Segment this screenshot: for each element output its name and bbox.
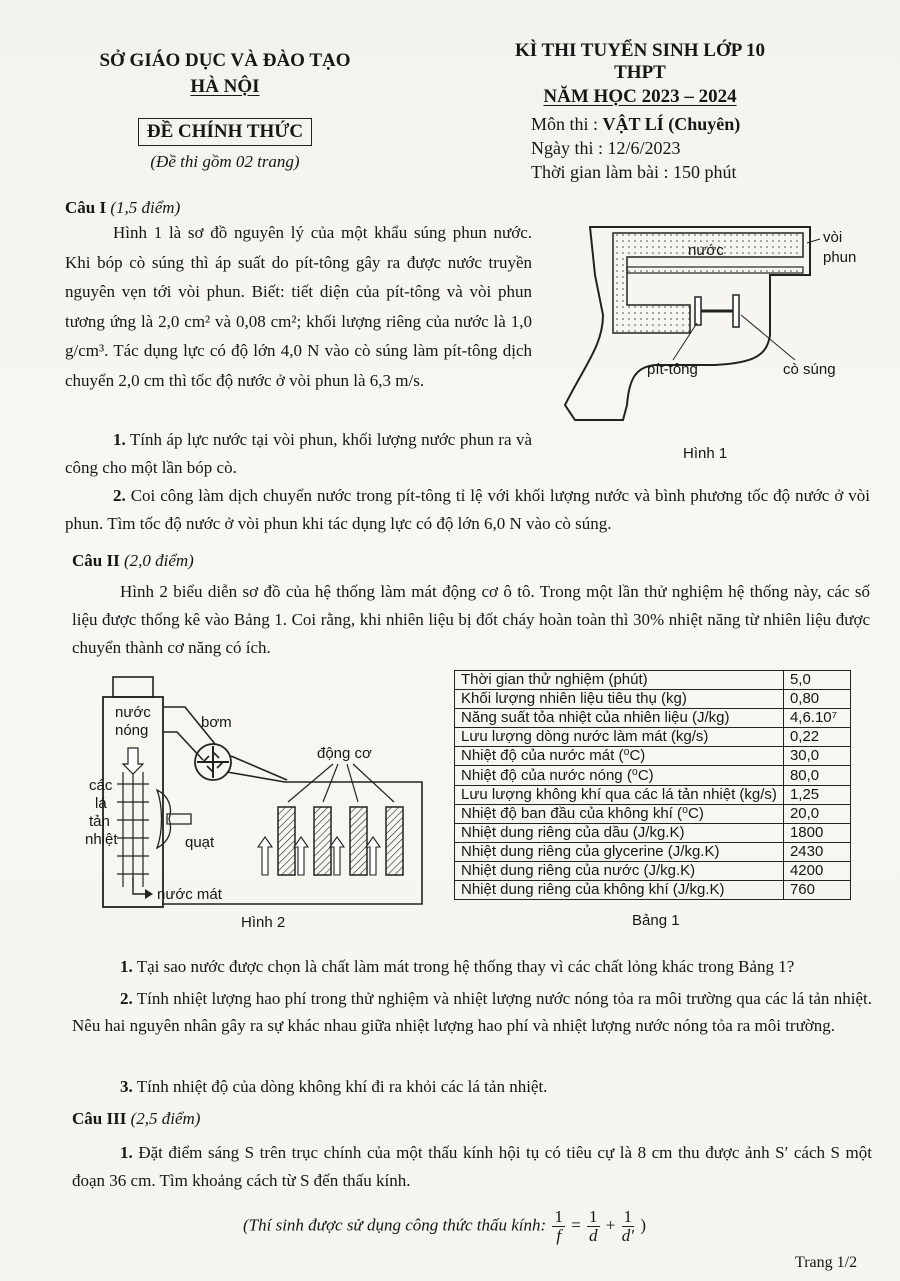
q2-item1: 1. Tại sao nước được chọn là chất làm mát trong hệ thống thay vì các chất lỏng khác trong Bảng 1?: [120, 957, 795, 976]
label-hot-water-2: nóng: [115, 722, 149, 739]
lens-formula: (Thí sinh được sử dụng công thức thấu kính: $\frac{1}{f}$ = $\frac{1}{d}$ + $\frac{1}{d'}$ ): [243, 1207, 647, 1245]
table-cell-label: Nhiệt dung riêng của dầu (J/kg.K): [455, 823, 784, 842]
label-fins-3: tản: [89, 813, 110, 830]
q1-item2: 2. Coi công làm dịch chuyển nước trong pít-tông tỉ lệ với khối lượng nước và bình phương tốc độ nước ở vòi phun. Tìm tốc độ nước ở vòi phun khi tác dụng lực có độ lớn 6,0 N vào cò súng.: [65, 486, 870, 533]
engine-block-2: [314, 807, 331, 875]
q2-item3: 3. Tính nhiệt độ của dòng không khí đi ra khỏi các lá tản nhiệt.: [120, 1077, 548, 1096]
school-year: NĂM HỌC 2023 – 2024: [543, 86, 737, 107]
table-row: [455, 747, 851, 766]
table-row: [455, 881, 851, 900]
q1-item1: 1. Tính áp lực nước tại vòi phun, khối lượng nước phun ra và công cho một lần bóp cò.: [65, 430, 533, 477]
table-cell-label: Lưu lượng dòng nước làm mát (kg/s): [455, 728, 784, 747]
table-cell-label: Năng suất tỏa nhiệt của nhiên liệu (J/kg): [455, 709, 784, 728]
barrel: [627, 267, 803, 273]
table-row: [455, 671, 851, 690]
table-row: [455, 766, 851, 785]
q2-item2: 2. Tính nhiệt lượng hao phí trong thử nghiệm và nhiệt lượng nước nóng tỏa ra môi trường qua các lá tản nhiệt. Nêu hai nguyên nhân gây ra sự khác nhau giữa nhiệt lượng hao phí và nhiệt lượng nước nóng tỏa ra môi trường.: [72, 989, 872, 1035]
label-nozzle-1: vòi: [823, 229, 843, 246]
table-row: [455, 842, 851, 861]
table-row: [455, 804, 851, 823]
label-trigger: cò súng: [783, 361, 836, 378]
subject-value: VẬT LÍ (Chuyên): [602, 114, 741, 134]
label-fins-2: lá: [95, 795, 107, 812]
table-cell-label: Lưu lượng không khí qua các lá tản nhiệt (kg/s): [455, 785, 784, 804]
label-fan: quạt: [185, 834, 215, 851]
table-cell-label: Nhiệt dung riêng của nước (J/kg.K): [455, 861, 784, 880]
q1-title: Câu I (1,5 điểm): [65, 198, 181, 217]
table-row: [455, 823, 851, 842]
table-1-caption: Bảng 1: [632, 912, 680, 929]
exam-title: KÌ THI TUYỂN SINH LỚP 10 THPT: [514, 40, 766, 83]
table-cell-label: Nhiệt độ ban đầu của không khí (⁰C): [455, 804, 784, 823]
label-piston: pít-tông: [647, 361, 698, 378]
date-line: Ngày thi : 12/6/2023: [531, 138, 681, 158]
table-cell-value: 4200: [783, 861, 850, 880]
table-row: [455, 709, 851, 728]
q1-intro: Hình 1 là sơ đồ nguyên lý của một khẩu súng phun nước. Khi bóp cò súng thì áp suất do pít-tông gây ra được nước truyền nguyên vẹn tới vòi phun. Biết: tiết diện của pít-tông và vòi phun tương ứng là 2,0 cm² và 0,08 cm²; khối lượng riêng của nước là 1,0 g/cm³. Tác dụng lực có độ lớn 4,0 N vào cò súng làm pít-tông dịch chuyển 2,0 cm thì tốc độ nước ở vòi phun là 6,3 m/s.: [65, 223, 532, 390]
subject-line: Môn thi : VẬT LÍ (Chuyên): [531, 114, 741, 134]
dept-name: SỞ GIÁO DỤC VÀ ĐÀO TẠO: [99, 50, 351, 71]
table-cell-label: Nhiệt độ của nước nóng (⁰C): [455, 766, 784, 785]
table-cell-label: Khối lượng nhiên liệu tiêu thụ (kg): [455, 690, 784, 709]
table-cell-value: 30,0: [783, 747, 850, 766]
table-cell-value: 1800: [783, 823, 850, 842]
q3-title: Câu III (2,5 điểm): [72, 1109, 201, 1128]
label-pump: bơm: [201, 714, 232, 731]
table-cell-value: 1,25: [783, 785, 850, 804]
table-cell-label: Nhiệt dung riêng của không khí (J/kg.K): [455, 881, 784, 900]
table-cell-value: 760: [783, 881, 850, 900]
page-number: Trang 1/2: [795, 1254, 858, 1271]
table-cell-value: 0,22: [783, 728, 850, 747]
header-department: [80, 50, 370, 172]
label-water: nước: [688, 242, 724, 259]
piston-head: [695, 297, 701, 325]
table-row: [455, 690, 851, 709]
table-cell-value: 5,0: [783, 671, 850, 690]
table-cell-label: Nhiệt độ của nước mát (⁰C): [455, 747, 784, 766]
table-row: [455, 861, 851, 880]
q3-item1: 1. Đặt điểm sáng S trên trục chính của một thấu kính hội tụ có tiêu cự là 8 cm thu được ảnh S′ cách S một đoạn 36 cm. Tìm khoảng cách từ S đến thấu kính.: [72, 1143, 872, 1190]
label-fins-1: các: [89, 777, 113, 794]
q2-title: Câu II (2,0 điểm): [72, 551, 194, 570]
table-cell-value: 80,0: [783, 766, 850, 785]
label-cold-water: nước mát: [157, 886, 222, 903]
q2-intro: Hình 2 biểu diễn sơ đồ của hệ thống làm mát động cơ ô tô. Trong một lần thử nghiệm hệ thống này, các số liệu được thống kê vào Bảng 1. Coi rằng, khi nhiên liệu bị đốt cháy hoàn toàn thì 30% nhiệt năng từ nhiên liệu được chuyển thành cơ năng có ích.: [72, 582, 870, 657]
header-exam: [495, 40, 875, 184]
engine-block-1: [278, 807, 295, 875]
table-row: [455, 728, 851, 747]
label-engine: động cơ: [317, 745, 372, 762]
figure-2-cooling-system: [85, 672, 440, 937]
label-nozzle-2: phun: [823, 249, 857, 266]
table-cell-value: 0,80: [783, 690, 850, 709]
figure-1-water-gun: [555, 215, 875, 465]
trigger-plate: [733, 295, 739, 327]
table-cell-label: Thời gian thử nghiệm (phút): [455, 671, 784, 690]
table-cell-value: 2430: [783, 842, 850, 861]
data-table-1: [454, 670, 851, 900]
official-badge: ĐỀ CHÍNH THỨC: [138, 118, 312, 146]
label-fins-4: nhiệt: [85, 831, 118, 848]
figure-1-caption: Hình 1: [683, 445, 728, 462]
label-hot-water-1: nước: [115, 704, 151, 721]
dept-city: HÀ NỘI: [190, 76, 260, 97]
table-cell-label: Nhiệt dung riêng của glycerine (J/kg.K): [455, 842, 784, 861]
table-cell-value: 4,6.10⁷: [783, 709, 850, 728]
engine-block-4: [386, 807, 403, 875]
table-row: [455, 785, 851, 804]
engine-block-3: [350, 807, 367, 875]
pages-note: (Đề thi gồm 02 trang): [150, 152, 300, 171]
duration-line: Thời gian làm bài : 150 phút: [531, 162, 737, 182]
figure-2-caption: Hình 2: [241, 914, 286, 931]
table-cell-value: 20,0: [783, 804, 850, 823]
